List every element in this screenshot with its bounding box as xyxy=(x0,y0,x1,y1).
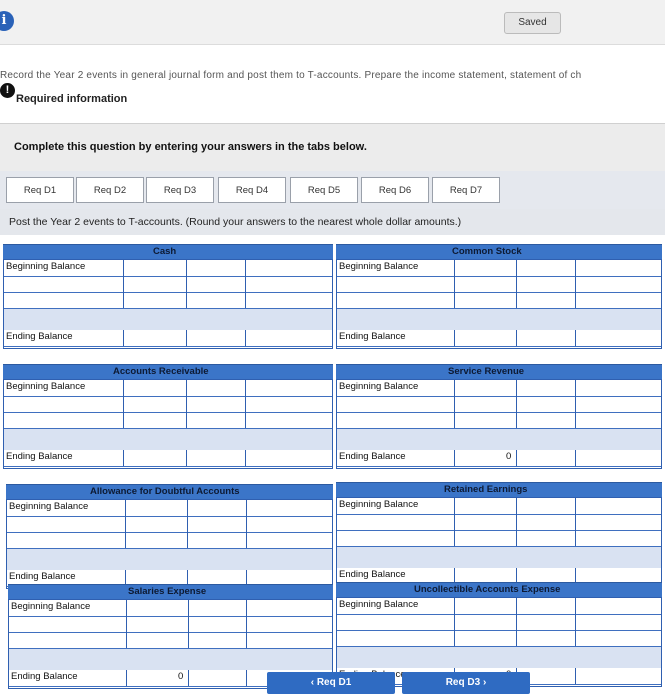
tab-req-d7[interactable]: Req D7 xyxy=(432,177,500,203)
entry-row xyxy=(7,532,332,549)
t-account xyxy=(336,244,662,350)
ending-row xyxy=(4,450,332,467)
question-text: Complete this question by entering your answers in the tabs below. xyxy=(14,141,367,153)
entry-row xyxy=(337,630,661,647)
ending-balance-value: 0 xyxy=(178,671,184,682)
ending-row xyxy=(337,330,661,347)
account-input-cell[interactable] xyxy=(188,670,246,686)
account-input-cell[interactable] xyxy=(4,292,123,308)
account-header xyxy=(3,244,333,260)
account-header xyxy=(3,364,333,380)
account-input-cell[interactable] xyxy=(7,516,125,532)
account-header xyxy=(336,582,662,598)
account-input-cell[interactable] xyxy=(186,292,245,308)
t-account xyxy=(3,364,333,470)
t-account xyxy=(336,364,662,470)
t-account xyxy=(3,244,333,350)
account-input-cell[interactable] xyxy=(454,614,516,630)
tab-bar xyxy=(0,171,665,209)
account-header xyxy=(336,364,662,380)
account-input-cell[interactable] xyxy=(246,616,332,632)
account-spacer-band xyxy=(4,308,332,330)
account-input-cell[interactable] xyxy=(126,600,188,616)
account-spacer-band xyxy=(4,428,332,450)
info-icon[interactable]: i xyxy=(0,11,14,31)
account-input-cell[interactable] xyxy=(245,412,332,428)
beginning-row xyxy=(4,260,332,277)
account-input-cell[interactable] xyxy=(454,498,516,514)
beginning-balance-label: Beginning Balance xyxy=(6,381,86,392)
account-grid xyxy=(3,379,333,469)
account-input-cell[interactable] xyxy=(575,292,661,308)
account-input-cell[interactable] xyxy=(516,396,575,412)
account-input-cell[interactable] xyxy=(454,380,516,396)
account-header xyxy=(336,482,662,498)
account-title: Retained Earnings xyxy=(444,484,528,495)
account-input-cell[interactable] xyxy=(516,614,575,630)
account-input-cell[interactable] xyxy=(4,276,123,292)
account-input-cell[interactable] xyxy=(245,292,332,308)
account-title: Allowance for Doubtful Accounts xyxy=(90,486,240,497)
account-grid xyxy=(336,497,662,587)
account-input-cell[interactable] xyxy=(246,632,332,648)
account-input-cell[interactable] xyxy=(9,632,126,648)
ending-balance-label: Ending Balance xyxy=(11,671,78,682)
account-spacer-band xyxy=(337,646,661,668)
beginning-row xyxy=(337,598,661,615)
account-input-cell[interactable] xyxy=(337,514,454,530)
account-spacer-band xyxy=(7,548,332,570)
account-input-cell[interactable] xyxy=(186,330,245,346)
account-input-cell[interactable] xyxy=(245,260,332,276)
beginning-balance-label: Beginning Balance xyxy=(339,261,419,272)
account-input-cell[interactable] xyxy=(126,632,188,648)
account-input-cell[interactable] xyxy=(4,396,123,412)
saved-button[interactable]: Saved xyxy=(504,12,561,34)
account-spacer-band xyxy=(337,428,661,450)
account-input-cell[interactable] xyxy=(575,260,661,276)
account-input-cell[interactable] xyxy=(516,598,575,614)
entry-row xyxy=(337,276,661,293)
account-input-cell[interactable] xyxy=(337,530,454,546)
account-input-cell[interactable] xyxy=(575,530,661,546)
beginning-row xyxy=(337,260,661,277)
account-input-cell[interactable] xyxy=(575,330,661,346)
account-input-cell[interactable] xyxy=(123,412,186,428)
ending-balance-label: Ending Balance xyxy=(6,451,73,462)
account-input-cell[interactable] xyxy=(123,292,186,308)
beginning-balance-label: Beginning Balance xyxy=(339,381,419,392)
account-input-cell[interactable] xyxy=(454,598,516,614)
chevron-left-icon: ‹ xyxy=(310,677,315,688)
ending-balance-label: Ending Balance xyxy=(339,569,406,580)
account-spacer-band xyxy=(337,308,661,330)
account-header xyxy=(6,484,333,500)
account-grid xyxy=(336,379,662,469)
account-input-cell[interactable] xyxy=(454,630,516,646)
account-input-cell[interactable] xyxy=(245,276,332,292)
account-input-cell[interactable] xyxy=(246,532,332,548)
account-input-cell[interactable] xyxy=(516,260,575,276)
prev-button-label: Req D1 xyxy=(316,677,352,688)
account-input-cell[interactable] xyxy=(123,276,186,292)
beginning-balance-label: Beginning Balance xyxy=(11,601,91,612)
chevron-right-icon: › xyxy=(482,677,487,688)
next-button-label: Req D3 xyxy=(445,677,481,688)
beginning-row xyxy=(337,498,661,515)
account-header xyxy=(336,244,662,260)
entry-row xyxy=(4,396,332,413)
account-input-cell[interactable] xyxy=(337,630,454,646)
account-input-cell[interactable] xyxy=(516,450,575,466)
account-input-cell[interactable] xyxy=(9,616,126,632)
ending-balance-label: Ending Balance xyxy=(6,331,73,342)
account-input-cell[interactable] xyxy=(245,380,332,396)
entry-row xyxy=(7,516,332,533)
account-input-cell[interactable] xyxy=(187,516,246,532)
account-input-cell[interactable] xyxy=(516,530,575,546)
account-input-cell[interactable] xyxy=(246,516,332,532)
instruction-text: Record the Year 2 events in general journal form and post them to T-accounts. Prepare the income statement, statement of ch xyxy=(0,70,582,81)
entry-row xyxy=(337,412,661,429)
account-input-cell[interactable] xyxy=(575,412,661,428)
ending-row xyxy=(337,450,661,467)
account-input-cell[interactable] xyxy=(186,276,245,292)
account-spacer-band xyxy=(9,648,332,670)
tab-req-d2[interactable]: Req D2 xyxy=(76,177,144,203)
account-input-cell[interactable] xyxy=(246,500,332,516)
account-title: Salaries Expense xyxy=(128,586,207,597)
account-input-cell[interactable] xyxy=(575,668,661,684)
account-input-cell[interactable] xyxy=(516,630,575,646)
account-input-cell[interactable] xyxy=(245,330,332,346)
ending-balance-label: Ending Balance xyxy=(339,331,406,342)
account-input-cell[interactable] xyxy=(516,292,575,308)
tab-req-d6[interactable]: Req D6 xyxy=(361,177,429,203)
account-input-cell[interactable] xyxy=(187,532,246,548)
account-input-cell[interactable] xyxy=(125,532,187,548)
top-bar xyxy=(0,0,665,45)
account-input-cell[interactable] xyxy=(123,396,186,412)
t-account xyxy=(6,484,333,590)
account-input-cell[interactable] xyxy=(454,330,516,346)
account-input-cell[interactable] xyxy=(123,450,186,466)
account-input-cell[interactable] xyxy=(516,514,575,530)
tab-req-d5[interactable]: Req D5 xyxy=(290,177,358,203)
tab-req-d4[interactable]: Req D4 xyxy=(218,177,286,203)
next-button[interactable] xyxy=(402,672,530,694)
entry-row xyxy=(4,292,332,309)
account-input-cell[interactable] xyxy=(575,276,661,292)
account-grid xyxy=(6,499,333,589)
account-input-cell[interactable] xyxy=(125,500,187,516)
account-input-cell[interactable] xyxy=(454,412,516,428)
account-input-cell[interactable] xyxy=(454,396,516,412)
account-input-cell[interactable] xyxy=(7,532,125,548)
beginning-balance-label: Beginning Balance xyxy=(339,499,419,510)
account-input-cell[interactable] xyxy=(337,292,454,308)
account-input-cell[interactable] xyxy=(516,412,575,428)
account-input-cell[interactable] xyxy=(454,276,516,292)
account-input-cell[interactable] xyxy=(125,516,187,532)
account-input-cell[interactable] xyxy=(186,450,245,466)
account-input-cell[interactable] xyxy=(337,276,454,292)
account-input-cell[interactable] xyxy=(186,412,245,428)
account-input-cell[interactable] xyxy=(454,292,516,308)
entry-row xyxy=(4,412,332,429)
beginning-balance-label: Beginning Balance xyxy=(339,599,419,610)
required-info-label: Required information xyxy=(16,93,128,105)
account-input-cell[interactable] xyxy=(337,412,454,428)
account-input-cell[interactable] xyxy=(188,600,246,616)
account-input-cell[interactable] xyxy=(188,616,246,632)
tab-req-d3[interactable]: Req D3 xyxy=(146,177,214,203)
account-input-cell[interactable] xyxy=(575,630,661,646)
account-title: Cash xyxy=(153,246,177,257)
account-input-cell[interactable] xyxy=(575,380,661,396)
account-input-cell[interactable] xyxy=(575,514,661,530)
beginning-row xyxy=(337,380,661,397)
prev-button[interactable] xyxy=(267,672,395,694)
account-grid xyxy=(336,259,662,349)
beginning-balance-label: Beginning Balance xyxy=(6,261,86,272)
account-input-cell[interactable] xyxy=(575,396,661,412)
account-input-cell[interactable] xyxy=(123,260,186,276)
account-spacer-band xyxy=(337,546,661,568)
t-account xyxy=(336,482,662,588)
account-input-cell[interactable] xyxy=(516,276,575,292)
ending-balance-value: 0 xyxy=(506,451,512,462)
account-input-cell[interactable] xyxy=(454,260,516,276)
beginning-row xyxy=(7,500,332,517)
entry-row xyxy=(9,616,332,633)
ending-row xyxy=(4,330,332,347)
account-input-cell[interactable] xyxy=(123,380,186,396)
account-input-cell[interactable] xyxy=(188,632,246,648)
account-input-cell[interactable] xyxy=(516,498,575,514)
account-input-cell[interactable] xyxy=(454,530,516,546)
tab-req-d1[interactable]: Req D1 xyxy=(6,177,74,203)
account-input-cell[interactable] xyxy=(575,498,661,514)
ending-balance-label: Ending Balance xyxy=(9,571,76,582)
question-box xyxy=(0,123,665,173)
post-instruction: Post the Year 2 events to T-accounts. (Round your answers to the nearest whole dollar amounts.) xyxy=(0,209,665,235)
entry-row xyxy=(4,276,332,293)
entry-row xyxy=(337,530,661,547)
entry-row xyxy=(337,514,661,531)
account-input-cell[interactable] xyxy=(245,450,332,466)
account-title: Uncollectible Accounts Expense xyxy=(414,584,561,595)
account-input-cell[interactable] xyxy=(4,412,123,428)
account-title: Common Stock xyxy=(452,246,522,257)
ending-balance-label: Ending Balance xyxy=(339,451,406,462)
account-input-cell[interactable] xyxy=(123,330,186,346)
account-input-cell[interactable] xyxy=(246,600,332,616)
beginning-row xyxy=(4,380,332,397)
account-input-cell[interactable] xyxy=(337,396,454,412)
account-input-cell[interactable] xyxy=(337,614,454,630)
account-input-cell[interactable] xyxy=(516,380,575,396)
account-input-cell[interactable] xyxy=(186,380,245,396)
entry-row xyxy=(9,632,332,649)
account-input-cell[interactable] xyxy=(575,598,661,614)
account-input-cell[interactable] xyxy=(575,614,661,630)
account-input-cell[interactable] xyxy=(186,396,245,412)
entry-row xyxy=(337,614,661,631)
beginning-row xyxy=(9,600,332,617)
account-input-cell[interactable] xyxy=(187,500,246,516)
account-input-cell[interactable] xyxy=(245,396,332,412)
account-input-cell[interactable] xyxy=(516,330,575,346)
account-input-cell[interactable] xyxy=(575,450,661,466)
account-title: Accounts Receivable xyxy=(113,366,209,377)
account-input-cell[interactable] xyxy=(186,260,245,276)
beginning-balance-label: Beginning Balance xyxy=(9,501,89,512)
entry-row xyxy=(337,396,661,413)
account-grid xyxy=(3,259,333,349)
account-header xyxy=(8,584,333,600)
account-input-cell[interactable] xyxy=(126,616,188,632)
account-title: Service Revenue xyxy=(448,366,525,377)
account-input-cell[interactable] xyxy=(454,514,516,530)
alert-icon: ! xyxy=(0,83,15,98)
entry-row xyxy=(337,292,661,309)
